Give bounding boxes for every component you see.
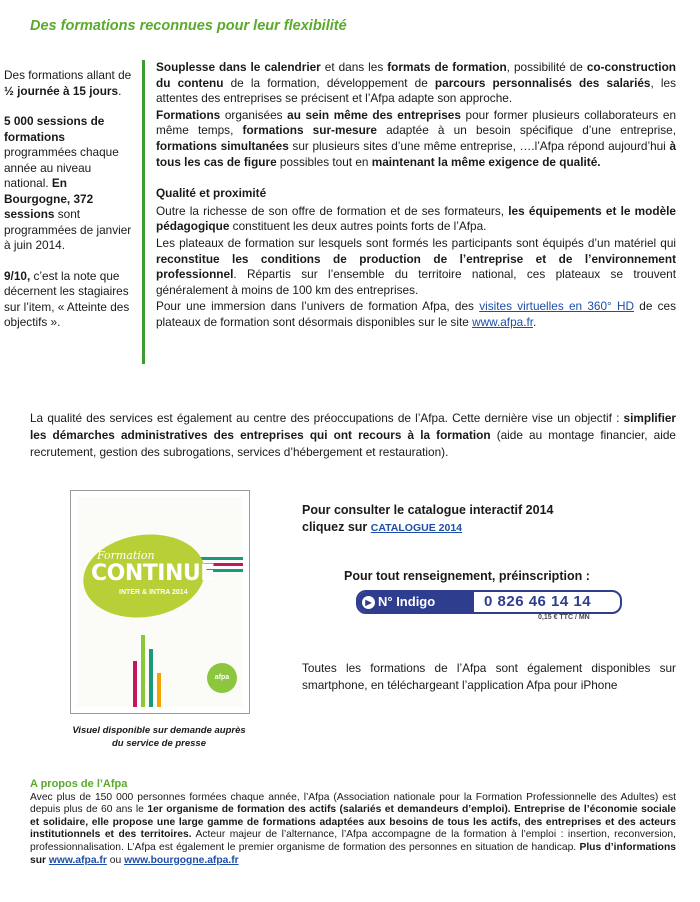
key-figures-sidebar xyxy=(4,68,132,346)
contact-heading: Pour tout renseignement, préinscription : xyxy=(344,569,590,583)
text-run: , possibilité de xyxy=(506,60,587,74)
text-run-bold: au sein même des entreprises xyxy=(287,107,461,122)
flexibility-section xyxy=(156,60,676,332)
call-tariff: 0,15 € TTC / MN xyxy=(538,614,590,621)
cover-bar xyxy=(141,635,145,707)
bourgogne-website-link[interactable]: www.bourgogne.afpa.fr xyxy=(124,854,239,866)
key-figure-rating xyxy=(4,269,132,331)
paragraph-smartphone-app: Toutes les formations de l’Afpa sont également disponibles sur smartphone, en téléchargeant l’application Afpa pour iPhone xyxy=(302,661,676,692)
indigo-label-box xyxy=(358,592,474,612)
paragraph-services-quality xyxy=(30,410,676,461)
text-run: pour former plusieurs collaborateurs en même temps, xyxy=(156,107,677,138)
text-run: Avec plus de 150 000 personnes formées chaque année, l’Afpa (Association nationale pour la Formation Professionnelle des Adultes) est depuis plus de 60 ans le xyxy=(30,791,676,816)
text-run-bold: à tous les cas de figure xyxy=(156,138,677,169)
afpa-website-link[interactable]: www.afpa.fr xyxy=(48,854,107,866)
key-figure-sessions xyxy=(4,114,132,254)
text-run-bold: formations sur-mesure xyxy=(242,123,377,138)
text-run-bold: simplifier les démarches administratives des entreprises qui ont recours à la formation xyxy=(30,411,676,442)
paragraph-flexibility xyxy=(156,60,676,107)
catalogue-callout xyxy=(302,502,553,537)
paragraph-text: Pour une immersion dans l’univers de formation Afpa, des xyxy=(156,299,480,314)
paragraph-plateaux xyxy=(156,236,676,298)
cover-bar xyxy=(157,673,161,707)
indigo-phone-number[interactable] xyxy=(356,590,622,614)
text-run: adaptée à un besoin spécifique d’une entreprise, xyxy=(376,123,676,138)
text-run-bold: reconstitue les conditions de production de l’entreprise et de l’environnement professionnel xyxy=(156,251,676,282)
cover-subtitle: INTER & INTRA 2014 xyxy=(119,589,188,596)
about-heading: A propos de l’Afpa xyxy=(30,778,128,790)
text-run-bold: maintenant la même exigence de qualité. xyxy=(371,154,601,169)
key-figure-highlight: ½ journée à 15 jours xyxy=(4,83,119,98)
text-run-bold: co-construction du contenu xyxy=(156,60,676,90)
text-run-bold: Souplesse dans le calendrier xyxy=(156,60,321,74)
key-figure-highlight: 9/10, xyxy=(4,268,31,283)
afpa-site-link[interactable]: www.afpa.fr xyxy=(472,314,534,329)
text-run: et dans les xyxy=(320,60,388,74)
cover-bar xyxy=(149,649,153,707)
paragraph-equipment xyxy=(156,204,676,235)
afpa-logo-badge: afpa xyxy=(207,663,237,693)
text-run: Acteur majeur de l’alternance, l’Afpa accompagne de la formation à l’emploi : insertion, reconversion, professionnalisation. L’Afpa est également le premier organisme de formation des personnes en situation de handicap. xyxy=(30,829,676,853)
virtual-visits-link[interactable]: visites virtuelles en 360° HD xyxy=(479,299,635,314)
text-run: . Répartis sur l’ensemble du territoire national, ces plateaux se trouvent généralement à moins de 100 km des entreprises. xyxy=(156,267,676,297)
text-run: La qualité des services est également au centre des préoccupations de l’Afpa. Cette dernière vise un objectif : xyxy=(30,411,624,425)
key-figure-text: programmées chaque année au niveau national. xyxy=(4,145,119,190)
catalogue-line: Pour consulter le catalogue interactif 2014 xyxy=(302,503,554,517)
about-afpa-section xyxy=(30,778,676,867)
link-separator: ou xyxy=(106,854,125,866)
text-run: Outre la richesse de son offre de formation et de ses formateurs, xyxy=(156,203,509,218)
catalogue-2014-link[interactable]: CATALOGUE 2014 xyxy=(370,522,462,534)
text-run: organisées xyxy=(220,107,288,122)
text-run: constituent les deux autres points forts de l’Afpa. xyxy=(229,219,487,234)
phone-number: 0 826 46 14 14 xyxy=(484,593,592,610)
text-run-bold: formats de formation xyxy=(387,60,507,74)
paragraph-text: de ces plateaux de formation sont désormais disponibles sur le site xyxy=(156,299,676,329)
catalogue-cover-artwork xyxy=(77,497,243,707)
cover-title-continue: CONTINUE xyxy=(91,561,215,586)
key-figure-duration xyxy=(4,68,132,99)
paragraph-virtual-visits xyxy=(156,299,676,330)
text-run-bold: Formations xyxy=(156,107,221,122)
play-icon: ▶ xyxy=(362,596,375,609)
key-figure-text: Des formations allant de xyxy=(4,68,132,82)
section-heading-quality: Qualité et proximité xyxy=(156,186,267,201)
section-divider xyxy=(142,60,145,364)
text-run: , les attentes des entreprises se précisent et l’Afpa adapte son approche. xyxy=(156,75,676,106)
text-run-bold: Plus d’informations sur xyxy=(30,841,676,866)
catalogue-line xyxy=(302,519,553,537)
cover-bar xyxy=(133,661,137,707)
catalogue-cover-image[interactable] xyxy=(70,490,250,714)
paragraph-formats xyxy=(156,108,676,170)
text-run-bold: formations simultanées xyxy=(156,138,289,153)
text-run: (aide au montage financier, aide recrutement, gestion des subrogations, services d’hébergement et restauration). xyxy=(30,428,676,459)
key-figure-text: . xyxy=(118,83,122,98)
text-run: Les plateaux de formation sur lesquels sont formés les participants sont équipés d’un matériel qui xyxy=(156,235,676,250)
paragraph-text: . xyxy=(533,314,537,329)
text-run-bold: les équipements et le modèle pédagogique xyxy=(156,203,676,234)
catalogue-text: cliquez sur xyxy=(302,520,371,534)
key-figure-text: c’est la note que décernent les stagiaires sur l’item, « Atteinte des objectifs ». xyxy=(4,268,130,329)
text-run-bold: 1er organisme de formation des actifs (salariés et demandeurs d’emploi). Entreprise de l’économie sociale et solidaire, elle propose une large gamme de formations adaptées aux besoins de tous les actifs, des entreprises et des acteurs institutionnels et des territoires. xyxy=(30,804,677,841)
text-run: de la formation, développement de xyxy=(223,75,435,90)
key-figure-highlight: En Bourgogne, 372 sessions xyxy=(4,176,94,221)
page-title: Des formations reconnues pour leur flexibilité xyxy=(30,18,347,34)
text-run: sur plusieurs sites d’une même entreprise, ….l’Afpa répond aujourd’hui xyxy=(288,138,670,153)
key-figure-highlight: 5 000 sessions de formations xyxy=(4,114,105,144)
text-run: possibles tout en xyxy=(276,154,372,169)
key-figure-text: sont programmées de janvier à juin 2014. xyxy=(4,207,132,252)
cover-title-formation: Formation xyxy=(97,549,155,562)
text-run-bold: parcours personnalisés des salariés xyxy=(434,75,651,90)
indigo-label: N° Indigo xyxy=(378,594,436,609)
cover-caption: Visuel disponible sur demande auprès du service de presse xyxy=(72,725,246,749)
